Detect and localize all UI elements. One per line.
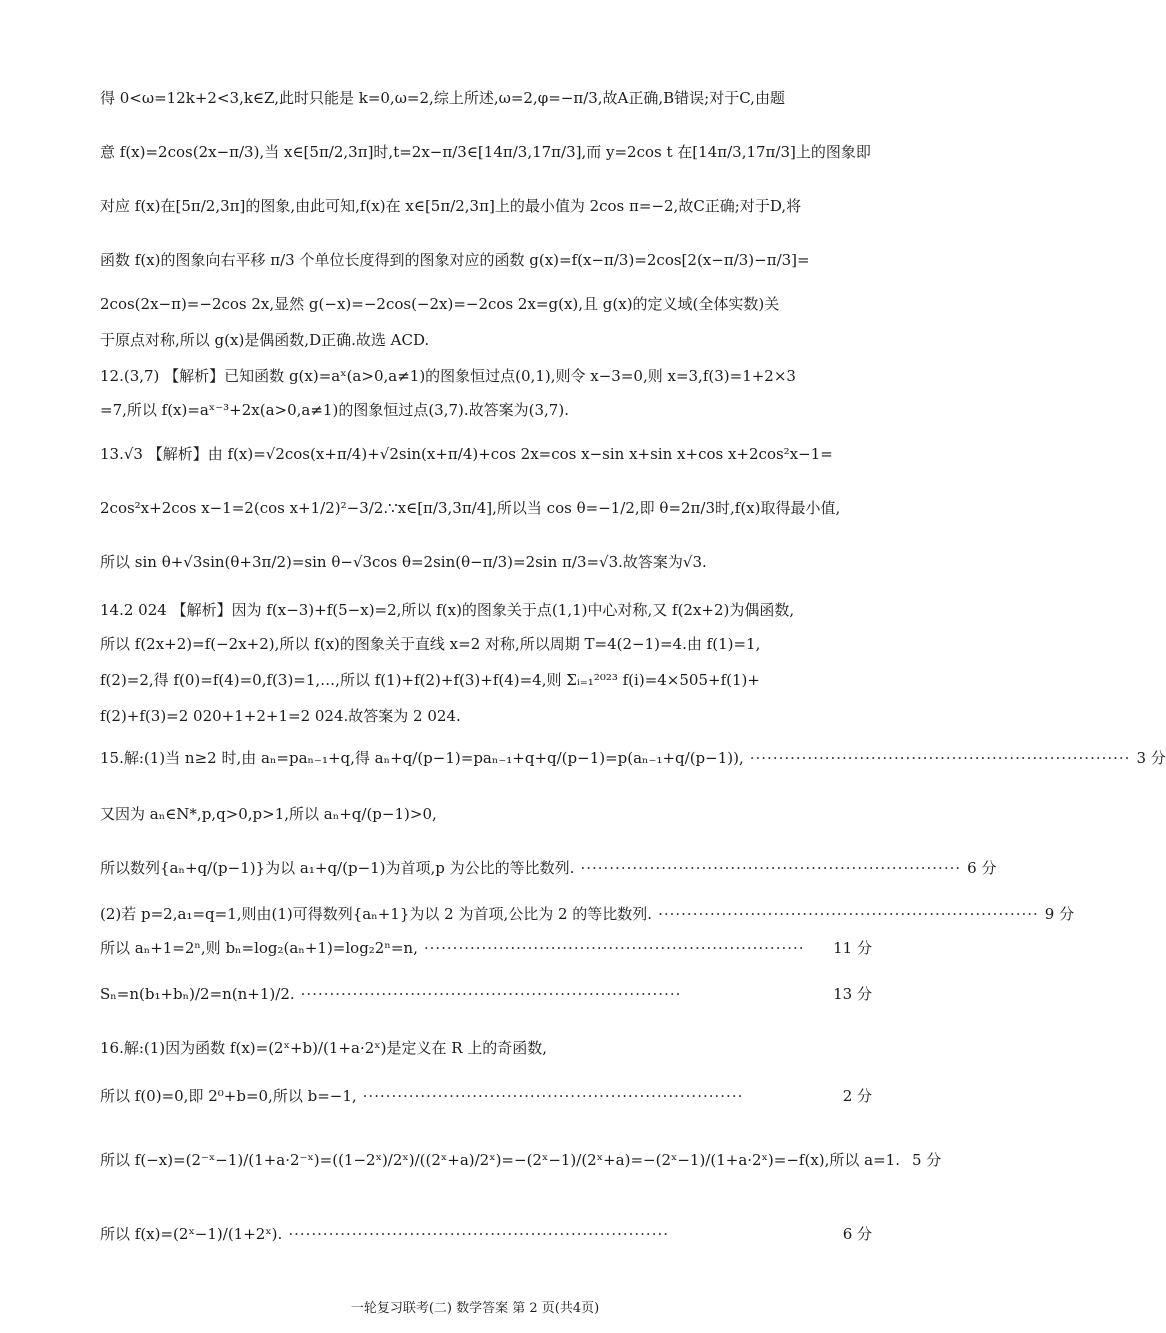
leader-dots: ·································································· [362, 1087, 744, 1105]
leader-dots: ·································································· [658, 905, 1039, 923]
leader-dots: ·································································· [288, 1225, 670, 1243]
leader-dots: ·································································· [300, 985, 682, 1003]
text-line: 意 f(x)=2cos(2x−π/3),当 x∈[5π/2,3π]时,t=2x−π/3∈[14π/3,17π/3],而 y=2cos t 在[14π/3,17π/3]上的图象即 [100, 143, 871, 161]
step-text: 所以数列{aₙ+q/(p−1)}为以 a₁+q/(p−1)为首项,p 为公比的等比数列. [100, 859, 575, 877]
q16-step [100, 1150, 942, 1170]
q15-step [100, 858, 997, 878]
score-label: 13 分 [833, 985, 872, 1003]
q12-line: 12.(3,7) 【解析】已知函数 g(x)=aˣ(a>0,a≠1)的图象恒过点(0,1),则令 x−3=0,则 x=3,f(3)=1+2×3 [100, 367, 796, 385]
q15-step: 又因为 aₙ∈N*,p,q>0,p>1,所以 aₙ+q/(p−1)>0, [100, 805, 437, 823]
leader-dots: ·································································· [423, 939, 805, 957]
q14-line: f(2)=2,得 f(0)=f(4)=0,f(3)=1,…,所以 f(1)+f(2)+f(3)+f(4)=4,则 Σᵢ₌₁²⁰²³ f(i)=4×505+f(1)+ [100, 671, 760, 689]
text-line: 对应 f(x)在[5π/2,3π]的图象,由此可知,f(x)在 x∈[5π/2,3π]上的最小值为 2cos π=−2,故C正确;对于D,将 [100, 197, 802, 215]
score-label: 2 分 [842, 1087, 872, 1105]
score-label: 3 分 [1136, 749, 1166, 767]
q13-line: 所以 sin θ+√3sin(θ+3π/2)=sin θ−√3cos θ=2sin(θ−π/3)=2sin π/3=√3.故答案为√3. [100, 553, 707, 571]
step-text: (2)若 p=2,a₁=q=1,则由(1)可得数列{aₙ+1}为以 2 为首项,公比为 2 的等比数列. [100, 905, 653, 923]
text-line: 得 0<ω=12k+2<3,k∈Z,此时只能是 k=0,ω=2,综上所述,ω=2,φ=−π/3,故A正确,B错误;对于C,由题 [100, 89, 785, 107]
leader-dots: ·································································· [580, 859, 962, 877]
score-label: 6 分 [967, 859, 997, 877]
score-label: 6 分 [842, 1225, 872, 1243]
q13-line: 13.√3 【解析】由 f(x)=√2cos(x+π/4)+√2sin(x+π/4)+cos 2x=cos x−sin x+sin x+cos x+2cos²x−1= [100, 445, 833, 463]
q16-step: 16.解:(1)因为函数 f(x)=(2ˣ+b)/(1+a·2ˣ)是定义在 R 上的奇函数, [100, 1039, 548, 1057]
score-label: 5 分 [912, 1151, 942, 1169]
q14-line: 所以 f(2x+2)=f(−2x+2),所以 f(x)的图象关于直线 x=2 对称,所以周期 T=4(2−1)=4.由 f(1)=1, [100, 635, 761, 653]
q16-step [100, 1086, 872, 1106]
q13-line: 2cos²x+2cos x−1=2(cos x+1/2)²−3/2.∵x∈[π/3,3π/4],所以当 cos θ=−1/2,即 θ=2π/3时,f(x)取得最小值, [100, 499, 841, 517]
step-text: 15.解:(1)当 n≥2 时,由 aₙ=paₙ₋₁+q,得 aₙ+q/(p−1)=paₙ₋₁+q+q/(p−1)=p(aₙ₋₁+q/(p−1)), [100, 749, 744, 767]
q15-step [100, 904, 1075, 924]
q12-line: =7,所以 f(x)=aˣ⁻³+2x(a>0,a≠1)的图象恒过点(3,7).故答案为(3,7). [100, 401, 569, 419]
q14-line: 14.2 024 【解析】因为 f(x−3)+f(5−x)=2,所以 f(x)的图象关于点(1,1)中心对称,又 f(2x+2)为偶函数, [100, 601, 795, 619]
step-text: 所以 f(0)=0,即 2⁰+b=0,所以 b=−1, [100, 1087, 357, 1105]
q15-step [100, 938, 872, 958]
score-label: 11 分 [833, 939, 872, 957]
q15-step [100, 984, 872, 1004]
score-label: 9 分 [1044, 905, 1075, 923]
text-line: 于原点对称,所以 g(x)是偶函数,D正确.故选 ACD. [100, 331, 430, 349]
q14-line: f(2)+f(3)=2 020+1+2+1=2 024.故答案为 2 024. [100, 707, 461, 725]
page-footer: 一轮复习联考(二) 数学答案 第 2 页(共4页) [350, 1301, 600, 1316]
q15-step [100, 748, 1166, 768]
text-line: 函数 f(x)的图象向右平移 π/3 个单位长度得到的图象对应的函数 g(x)=f(x−π/3)=2cos[2(x−π/3)−π/3]= [100, 251, 810, 269]
leader-dots: ·································································· [749, 749, 1131, 767]
step-text: 所以 aₙ+1=2ⁿ,则 bₙ=log₂(aₙ+1)=log₂2ⁿ=n, [100, 939, 418, 957]
step-text: Sₙ=n(b₁+bₙ)/2=n(n+1)/2. [100, 985, 295, 1003]
step-text: 所以 f(x)=(2ˣ−1)/(1+2ˣ). [100, 1225, 283, 1243]
q16-step [100, 1224, 872, 1244]
step-text: 所以 f(−x)=(2⁻ˣ−1)/(1+a·2⁻ˣ)=((1−2ˣ)/2ˣ)/((2ˣ+a)/2ˣ)=−(2ˣ−1)/(2ˣ+a)=−(2ˣ−1)/(1+a·2ˣ)=−f(x),所以 a=1. [100, 1151, 900, 1169]
text-line: 2cos(2x−π)=−2cos 2x,显然 g(−x)=−2cos(−2x)=−2cos 2x=g(x),且 g(x)的定义域(全体实数)关 [100, 295, 780, 313]
